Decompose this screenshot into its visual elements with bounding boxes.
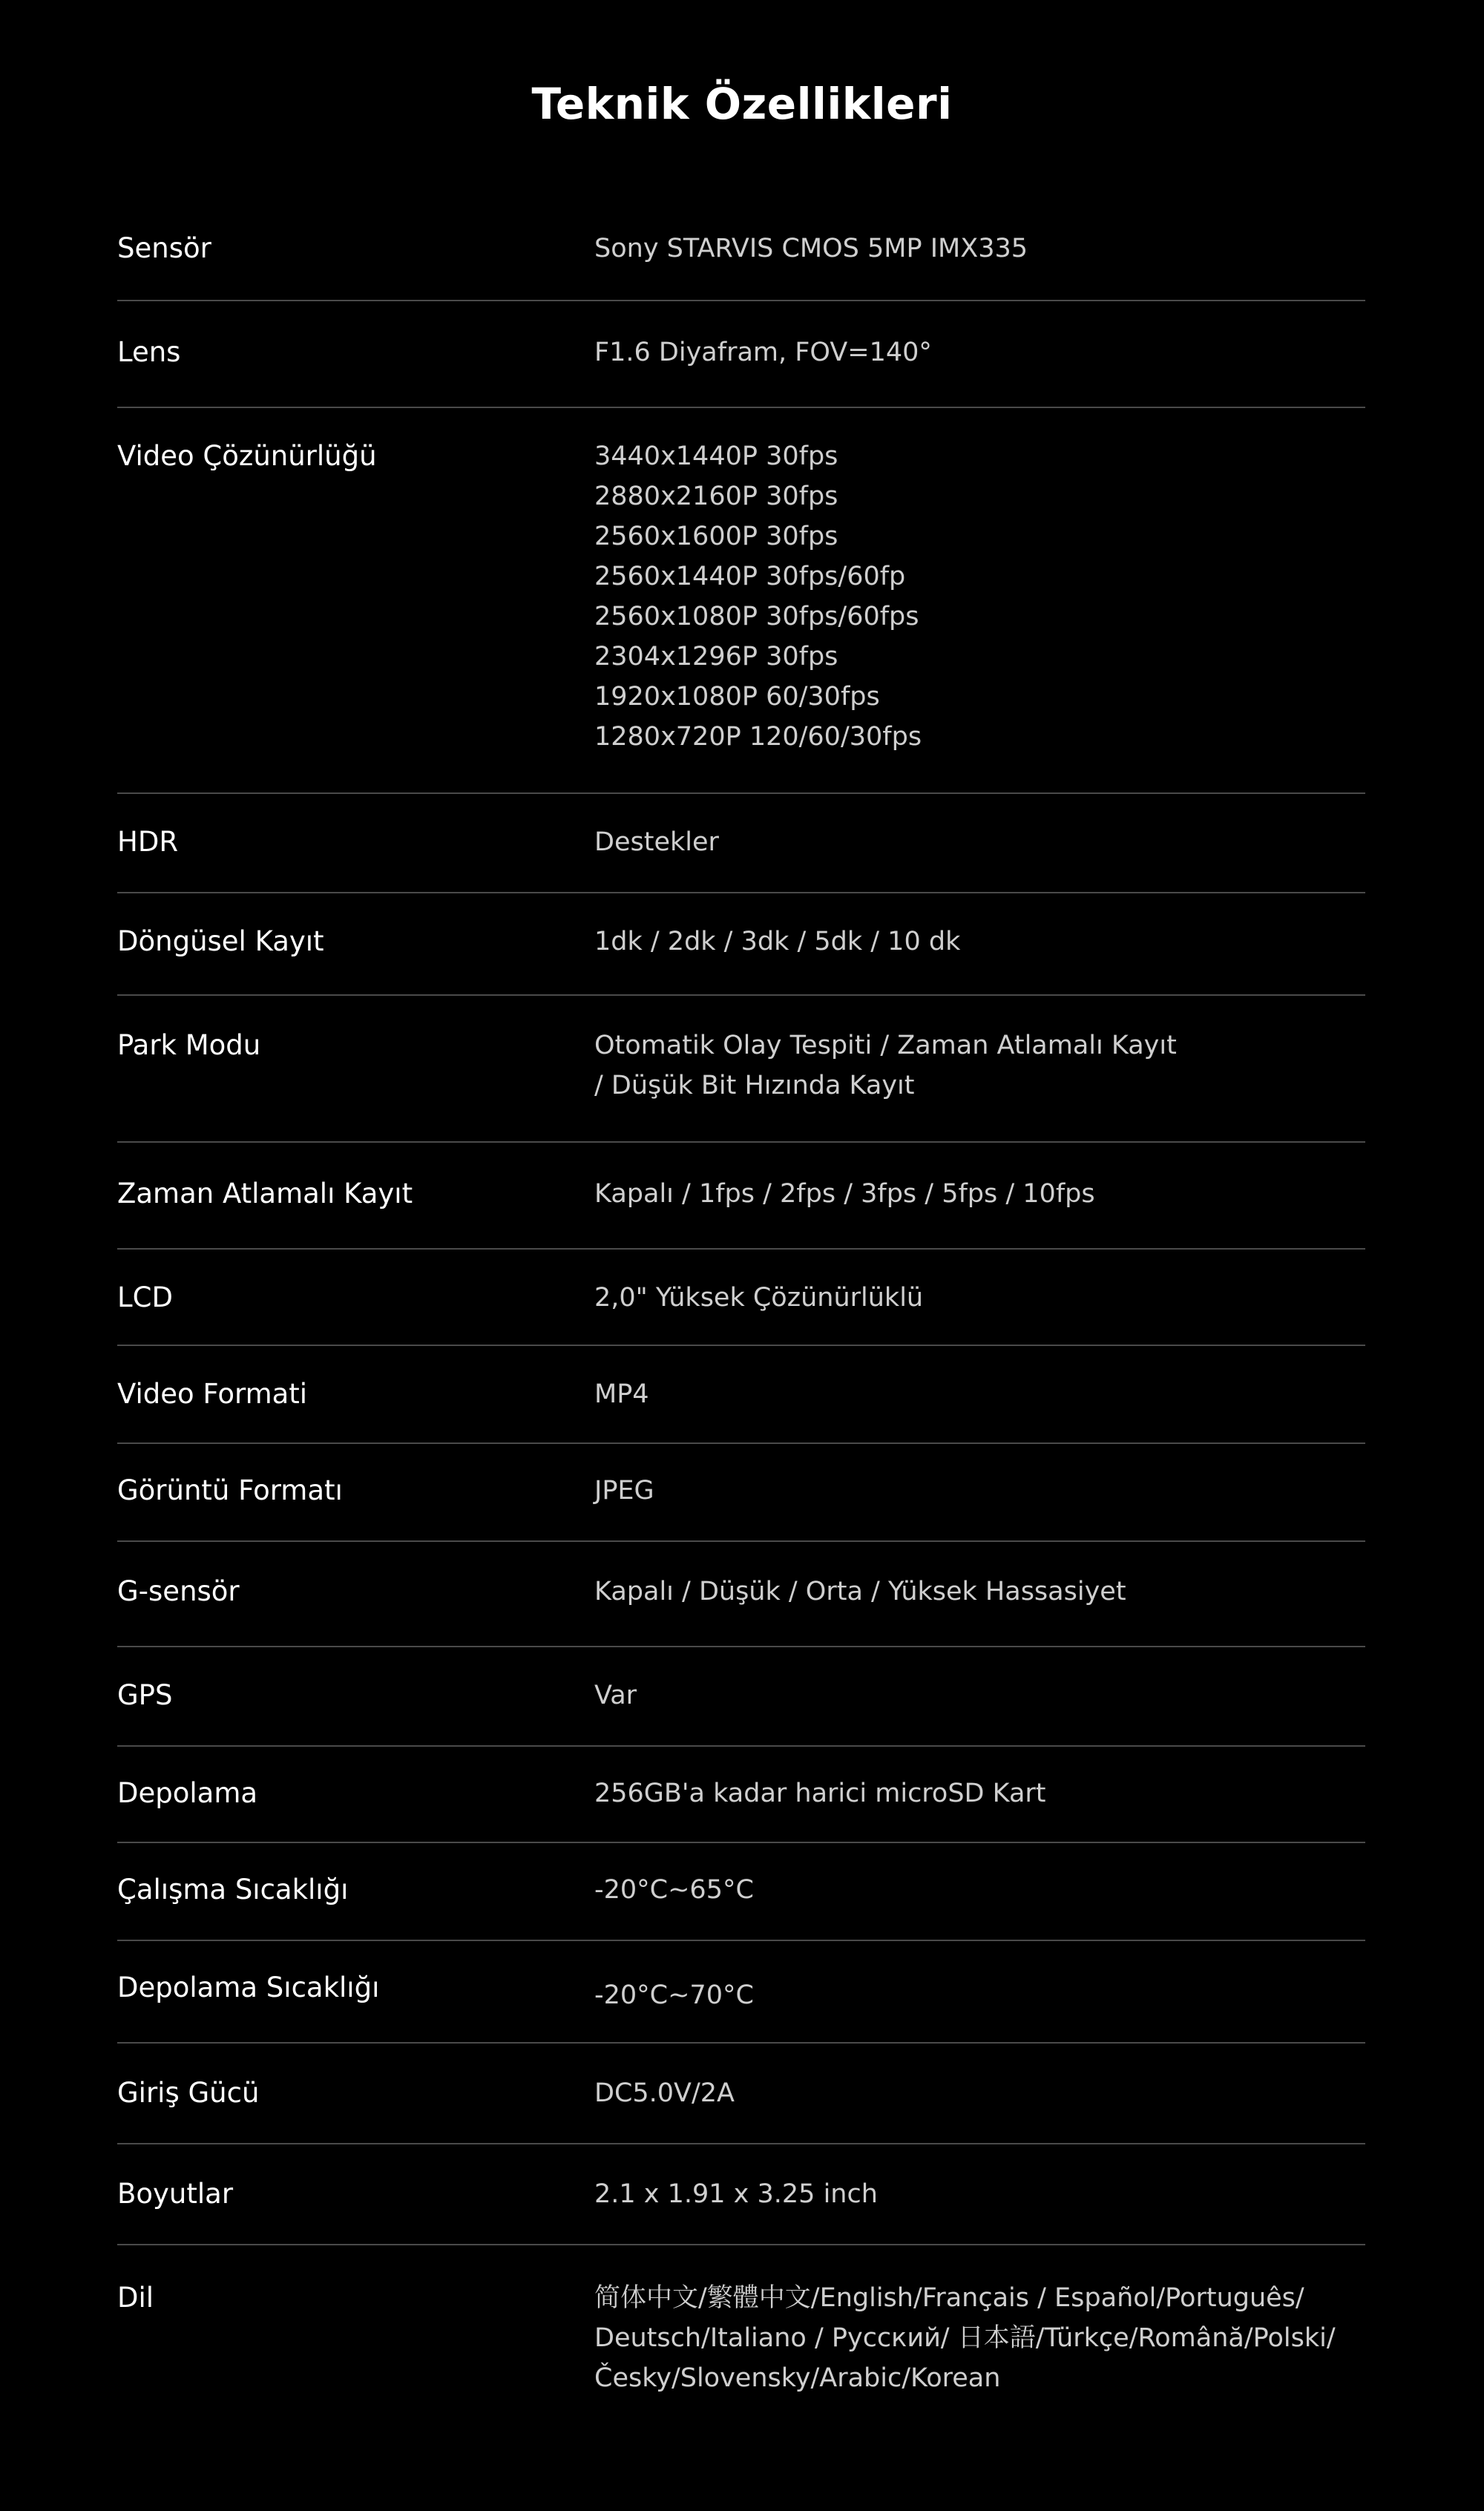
spec-label: LCD: [117, 1281, 173, 1313]
spec-row-lens: [117, 332, 1365, 407]
spec-value-line: 2880x2160P 30fps: [594, 482, 838, 511]
spec-value: [594, 922, 1366, 962]
spec-row-storage: [117, 1773, 1365, 1842]
spec-row-gps: [117, 1675, 1365, 1745]
spec-row-language: [117, 2278, 1365, 2412]
spec-value: [594, 1675, 1366, 1716]
row-divider: [117, 1345, 1365, 1346]
spec-value: [594, 2174, 1366, 2214]
spec-value: [594, 1174, 1366, 1214]
spec-value-line: 1280x720P 120/60/30fps: [594, 722, 922, 752]
spec-row-sensor: [117, 229, 1365, 300]
spec-value: [594, 332, 1366, 372]
spec-value-line: Kapalı / 1fps / 2fps / 3fps / 5fps / 10fps: [594, 1179, 1095, 1209]
spec-value-line: 2,0" Yüksek Çözünürlüklü: [594, 1283, 924, 1313]
spec-row-video-resolution: [117, 436, 1365, 792]
spec-value-line: 简体中文/繁體中文/English/Français / Español/Português/: [594, 2283, 1304, 2313]
spec-row-input-power: [117, 2073, 1365, 2143]
spec-value-line: Otomatik Olay Tespiti / Zaman Atlamalı Kayıt: [594, 1031, 1177, 1060]
spec-value: [594, 2073, 1366, 2113]
page-title: Teknik Özellikleri: [531, 79, 953, 129]
spec-label: Lens: [117, 336, 181, 368]
spec-value-line: Kapalı / Düşük / Orta / Yüksek Hassasiyet: [594, 1577, 1126, 1606]
spec-label: Park Modu: [117, 1029, 261, 1061]
spec-row-g-sensor: [117, 1572, 1365, 1646]
spec-label: Zaman Atlamalı Kayıt: [117, 1178, 413, 1209]
spec-row-dimensions: [117, 2174, 1365, 2244]
spec-label: Boyutlar: [117, 2178, 234, 2210]
row-divider: [117, 994, 1365, 996]
spec-label: G-sensör: [117, 1575, 240, 1607]
spec-value-line: 2560x1080P 30fps/60fps: [594, 602, 919, 631]
spec-value: [594, 436, 1366, 757]
spec-value-line: 3440x1440P 30fps: [594, 442, 838, 471]
spec-row-operating-temp: [117, 1870, 1365, 1940]
spec-value-line: Deutsch/Italiano / Русский/ 日本語/Türkçe/Română/Polski/: [594, 2323, 1336, 2353]
spec-value-line: 2304x1296P 30fps: [594, 642, 838, 672]
spec-label: Video Formati: [117, 1378, 308, 1410]
spec-label: Video Çözünürlüğü: [117, 440, 377, 472]
spec-value-line: 2560x1600P 30fps: [594, 522, 838, 551]
spec-value: [594, 1374, 1366, 1414]
spec-label: Çalışma Sıcaklığı: [117, 1874, 349, 1906]
row-divider: [117, 1141, 1365, 1143]
spec-value-line: 2560x1440P 30fps/60fp: [594, 562, 906, 591]
spec-label: Dil: [117, 2282, 154, 2314]
row-divider: [117, 892, 1365, 893]
spec-row-lcd: [117, 1278, 1365, 1345]
spec-label: Giriş Gücü: [117, 2077, 260, 2109]
spec-value-line: 2.1 x 1.91 x 3.25 inch: [594, 2179, 878, 2209]
spec-row-parking-mode: [117, 1025, 1365, 1141]
spec-value-line: JPEG: [594, 1476, 654, 1506]
row-divider: [117, 792, 1365, 794]
row-divider: [117, 1646, 1365, 1647]
spec-value-line: Sony STARVIS CMOS 5MP IMX335: [594, 234, 1028, 263]
spec-value: [594, 1773, 1366, 1814]
spec-value: [594, 1870, 1366, 1910]
spec-label: Depolama: [117, 1777, 258, 1809]
row-divider: [117, 1442, 1365, 1444]
row-divider: [117, 1842, 1365, 1843]
spec-value: [594, 229, 1366, 269]
spec-value-line: DC5.0V/2A: [594, 2078, 735, 2108]
spec-value: [594, 1025, 1366, 1106]
spec-label: HDR: [117, 826, 179, 858]
spec-row-image-format: [117, 1471, 1365, 1540]
spec-value-line: Destekler: [594, 827, 719, 857]
row-divider: [117, 2244, 1365, 2245]
row-divider: [117, 1940, 1365, 1941]
spec-value-line: / Düşük Bit Hızında Kayıt: [594, 1071, 915, 1100]
spec-row-storage-temp: [117, 1968, 1365, 2042]
row-divider: [117, 407, 1365, 408]
spec-value: [594, 2278, 1366, 2398]
row-divider: [117, 1745, 1365, 1747]
spec-row-timelapse: [117, 1174, 1365, 1248]
spec-label: Sensör: [117, 232, 211, 264]
spec-label: Döngüsel Kayıt: [117, 925, 324, 957]
spec-value: [594, 1572, 1366, 1612]
row-divider: [117, 2042, 1365, 2044]
spec-row-video-format: [117, 1374, 1365, 1442]
row-divider: [117, 2143, 1365, 2144]
spec-value-line: MP4: [594, 1379, 649, 1409]
spec-value-line: 256GB'a kadar harici microSD Kart: [594, 1779, 1046, 1808]
spec-value-line: -20°C~70°C: [594, 1980, 754, 2010]
spec-label: Depolama Sıcaklığı: [117, 1972, 380, 2003]
spec-label: GPS: [117, 1679, 173, 1711]
spec-row-hdr: [117, 822, 1365, 892]
spec-value-line: F1.6 Diyafram, FOV=140°: [594, 338, 932, 367]
spec-value: [594, 822, 1366, 862]
spec-value-line: -20°C~65°C: [594, 1875, 754, 1905]
spec-value-line: Var: [594, 1681, 637, 1710]
spec-value: [594, 1471, 1366, 1511]
spec-value-line: 1dk / 2dk / 3dk / 5dk / 10 dk: [594, 927, 961, 956]
spec-value-line: Česky/Slovensky/Arabic/Korean: [594, 2363, 1001, 2393]
spec-value-line: 1920x1080P 60/30fps: [594, 682, 880, 712]
spec-row-loop-recording: [117, 922, 1365, 994]
spec-label: Görüntü Formatı: [117, 1474, 343, 1506]
row-divider: [117, 1248, 1365, 1250]
row-divider: [117, 300, 1365, 301]
row-divider: [117, 1540, 1365, 1542]
spec-value: [594, 1278, 1366, 1318]
spec-value: [594, 1975, 1366, 2015]
